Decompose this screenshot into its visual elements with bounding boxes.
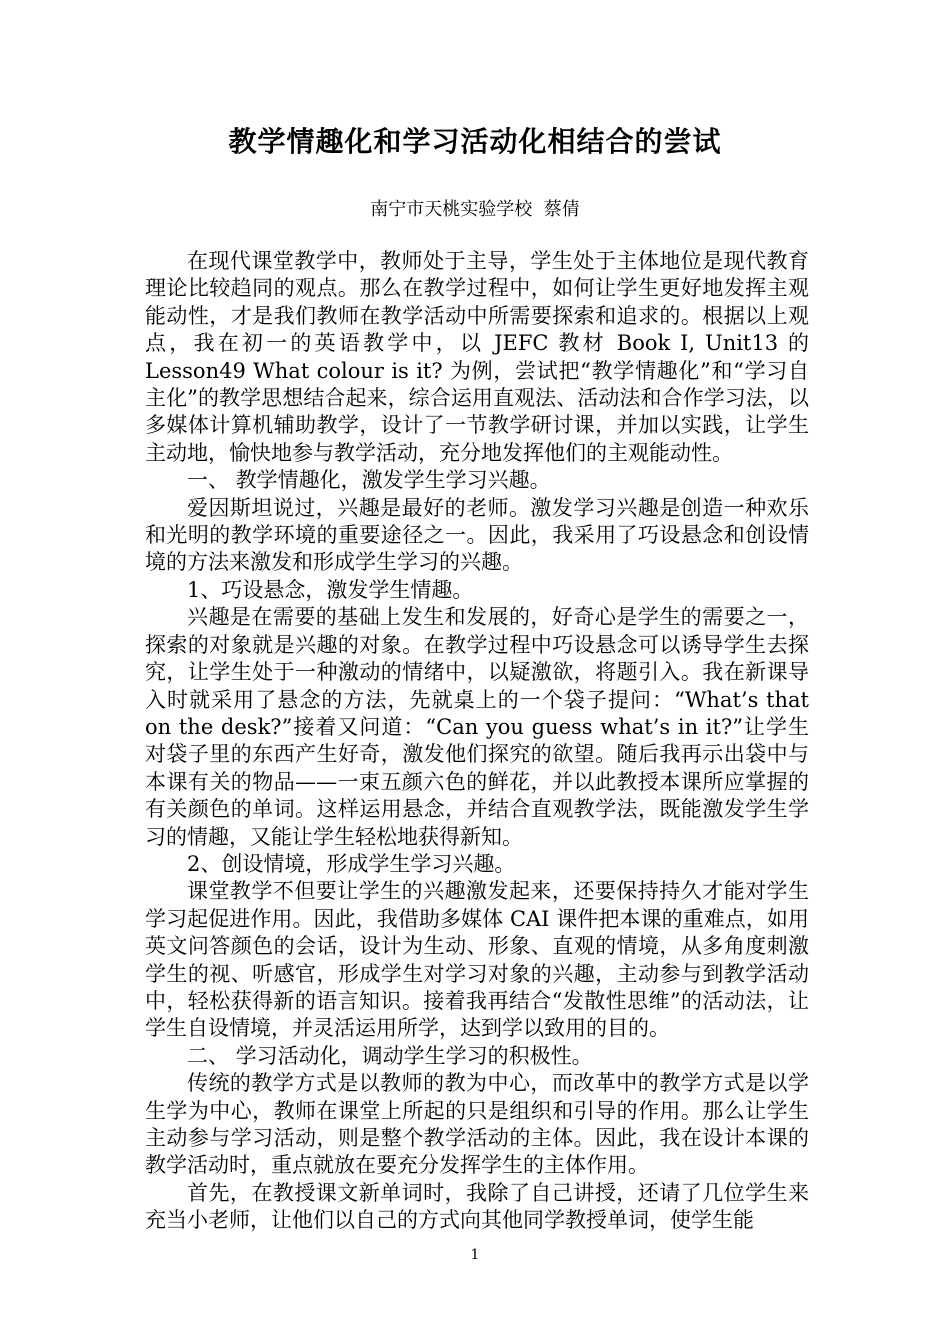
paragraph-suspense: 兴趣是在需要的基础上发生和发展的，好奇心是学生的需要之一，探索的对象就是兴趣的对象。在教学过程中巧设悬念可以诱导学生去探究，让学生处于一种激动的情绪中，以疑激欲，将题引入。我在新课导入时就采用了悬念的方法，先就桌上的一个袋子提问：“What’s that on the desk?”接着又问道：“Can you guess what’s in it?”让学生对袋子里的东西产生好奇，激发他们探究的欲望。随后我再示出袋中与本课有关的物品——一束五颜六色的鲜花，并以此教授本课所应掌握的有关颜色的单词。这样运用悬念，并结合直观教学法，既能激发学生学习的情趣，又能让学生轻松地获得新知。 xyxy=(145,605,809,849)
subsection-heading-2: 2、创设情境，形成学生学习兴趣。 xyxy=(187,851,516,876)
document-body xyxy=(145,248,809,1235)
subsection-heading-1: 1、巧设悬念，激发学生情趣。 xyxy=(187,577,474,602)
document-title: 教学情趣化和学习活动化相结合的尝试 xyxy=(228,125,722,158)
paragraph-interest: 爱因斯坦说过，兴趣是最好的老师。激发学习兴趣是创造一种欢乐和光明的教学环境的重要途径之一。因此，我采用了巧设悬念和创设情境的方法来激发和形成学生学习的兴趣。 xyxy=(145,495,809,575)
author-line: 南宁市天桃实验学校 蔡倩 xyxy=(370,199,580,220)
page-number: 1 xyxy=(470,1247,480,1263)
section-heading-1: 一、 教学情趣化，激发学生学习兴趣。 xyxy=(187,468,551,493)
paragraph-intro: 在现代课堂教学中，教师处于主导，学生处于主体地位是现代教育理论比较趋同的观点。那么在教学过程中，如何让学生更好地发挥主观能动性，才是我们教师在教学活动中所需要探索和追求的。根据以上观点，我在初一的英语教学中，以 JEFC 教材 Book I, Unit13 的 Lesson49 What colour is it? 为例，尝试把“教学情趣化”和“学习自主化”的教学思想结合起来，综合运用直观法、活动法和合作学习法，以多媒体计算机辅助教学，设计了一节教学研讨课，并加以实践，让学生主动地，愉快地参与教学活动，充分地发挥他们的主观能动性。 xyxy=(145,249,809,465)
paragraph-situation: 课堂教学不但要让学生的兴趣激发起来，还要保持持久才能对学生学习起促进作用。因此，我借助多媒体 CAI 课件把本课的重难点，如用英文问答颜色的会话，设计为生动、形象、直观的情境，从多角度刺激学生的视、听感官，形成学生对学习对象的兴趣，主动参与到教学活动中，轻松获得新的语言知识。接着我再结合“发散性思维”的活动法，让学生自设情境，并灵活运用所学，达到学以致用的目的。 xyxy=(145,879,809,1041)
paragraph-student-centered: 传统的教学方式是以教师的教为中心，而改革中的教学方式是以学生学为中心，教师在课堂上所起的只是组织和引导的作用。那么让学生主动参与学习活动，则是整个教学活动的主体。因此，我在设计本课的教学活动时，重点就放在要充分发挥学生的主体作用。 xyxy=(145,1071,809,1178)
section-heading-2: 二、 学习活动化，调动学生学习的积极性。 xyxy=(187,1043,593,1068)
paragraph-vocabulary: 首先，在教授课文新单词时，我除了自己讲授，还请了几位学生来充当小老师，让他们以自己的方式向其他同学教授单词，使学生能 xyxy=(145,1180,809,1233)
